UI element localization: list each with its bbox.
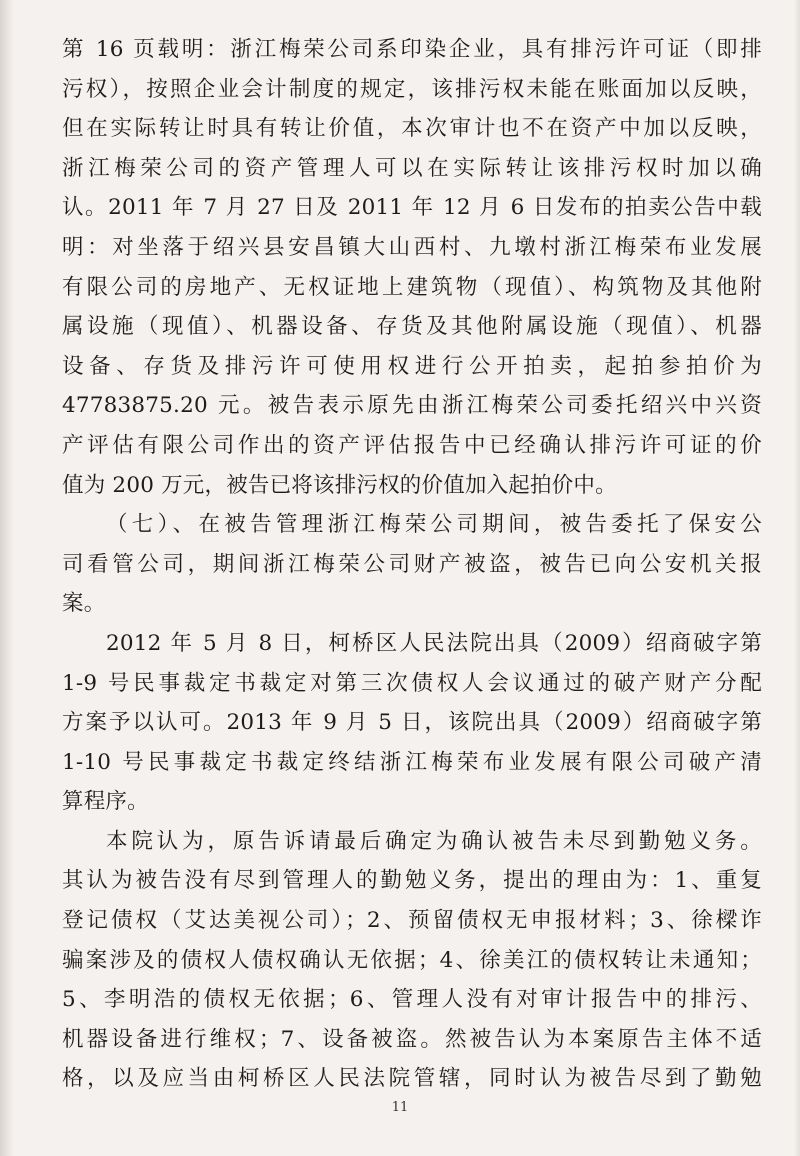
text-line: 5、李明浩的债权无依据；6、管理人没有对审计报告中的排污、 <box>62 987 762 1013</box>
document-body <box>62 30 762 1099</box>
text-line: 登记债权（艾达美视公司）；2、预留债权无申报材料；3、徐樑诈 <box>62 908 762 934</box>
text-line: 1-9 号民事裁定书裁定对第三次债权人会议通过的破产财产分配 <box>62 670 762 696</box>
text-line: 属设施（现值）、机器设备、存货及其他附属设施（现值）、机器 <box>62 314 762 340</box>
text-line: 但在实际转让时具有转让价值，本次审计也不在资产中加以反映， <box>62 116 762 142</box>
paragraph-first-line: （七）、在被告管理浙江梅荣公司期间，被告委托了保安公 <box>106 512 762 538</box>
page-edge-shadow <box>0 0 14 1156</box>
text-line: 污权），按照企业会计制度的规定，该排污权未能在账面加以反映， <box>62 76 762 102</box>
text-line: 案。 <box>62 591 106 617</box>
page-number: 11 <box>391 1100 409 1115</box>
page-edge-shadow-right <box>794 0 800 1156</box>
text-line: 设备、存货及排污许可使用权进行公开拍卖，起拍参拍价为 <box>62 353 762 379</box>
text-line: 1-10 号民事裁定书裁定终结浙江梅荣布业发展有限公司破产清 <box>62 749 762 775</box>
text-line: 明：对坐落于绍兴县安昌镇大山西村、九墩村浙江梅荣布业发展 <box>62 234 762 260</box>
text-line: 机器设备进行维权；7、设备被盗。然被告认为本案原告主体不适 <box>62 1026 762 1052</box>
text-line: 司看管公司，期间浙江梅荣公司财产被盗，被告已向公安机关报 <box>62 551 762 577</box>
text-line: 有限公司的房地产、无权证地上建筑物（现值）、构筑物及其他附 <box>62 274 762 300</box>
text-line: 47783875.20 元。被告表示原先由浙江梅荣公司委托绍兴中兴资 <box>62 393 762 419</box>
text-line: 值为 200 万元，被告已将该排污权的价值加入起拍价中。 <box>62 472 617 498</box>
text-line: 算程序。 <box>62 789 149 815</box>
paragraph-first-line: 2012 年 5 月 8 日，柯桥区人民法院出具（2009）绍商破字第 <box>106 630 762 656</box>
text-line: 格，以及应当由柯桥区人民法院管辖，同时认为被告尽到了勤勉 <box>62 1066 762 1092</box>
text-line: 第 16 页载明：浙江梅荣公司系印染企业，具有排污许可证（即排 <box>62 37 762 62</box>
text-line: 浙江梅荣公司的资产管理人可以在实际转让该排污权时加以确 <box>62 155 762 181</box>
text-line: 骗案涉及的债权人债权确认无依据；4、徐美江的债权转让未通知； <box>62 947 762 973</box>
text-line: 产评估有限公司作出的资产评估报告中已经确认排污许可证的价 <box>62 432 762 458</box>
text-line: 其认为被告没有尽到管理人的勤勉义务，提出的理由为：1、重复 <box>62 868 762 894</box>
text-line: 认。2011 年 7 月 27 日及 2011 年 12 月 6 日发布的拍卖公告中载 <box>62 195 762 221</box>
text-line: 方案予以认可。2013 年 9 月 5 日，该院出具（2009）绍商破字第 <box>62 710 762 736</box>
paragraph-first-line: 本院认为，原告诉请最后确定为确认被告未尽到勤勉义务。 <box>106 828 762 854</box>
